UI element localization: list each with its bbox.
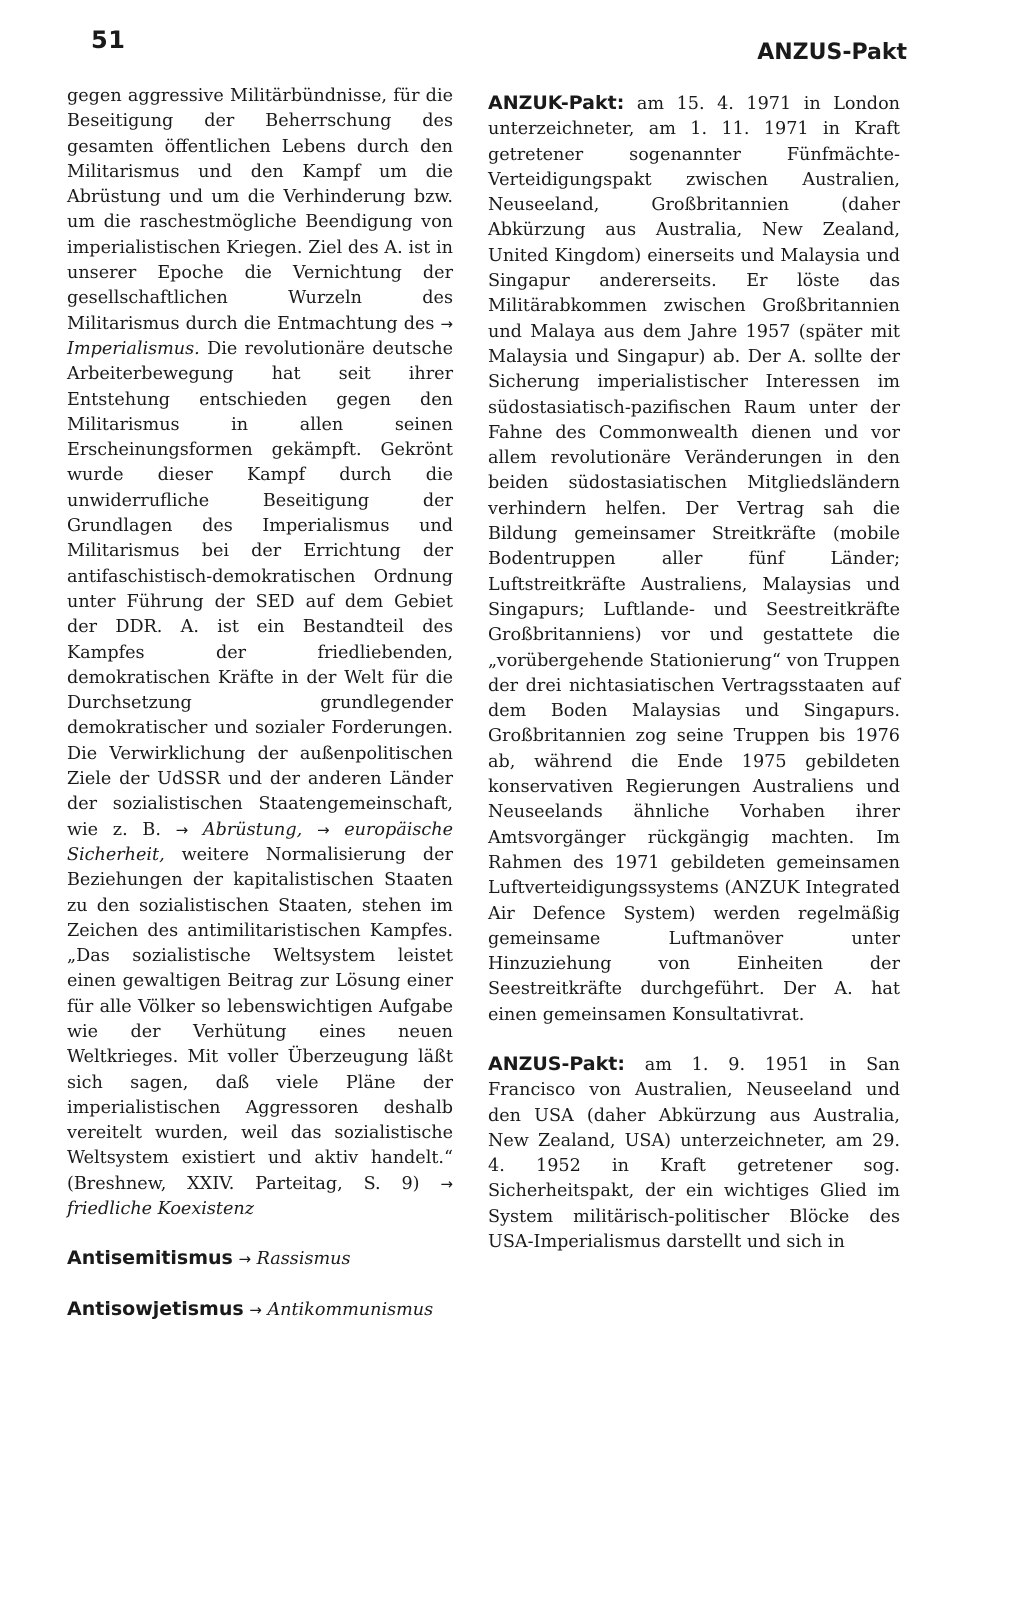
cross-reference-arrow-icon: →: [249, 1300, 262, 1319]
cross-reference-arrow-icon: →: [440, 1174, 453, 1193]
entry-lemma: ANZUS-Pakt:: [488, 1052, 625, 1075]
cross-reference[interactable]: europäische Sicherheit,: [67, 819, 454, 865]
body-text: am 15. 4. 1971 in London unterzeichneter, am 1. 11. 1971 in Kraft getretener sogenannter Fünfmächte-Verteidigungspakt zwischen Australien, Neuseeland, Großbritannien (daher Abkürzung aus Australia, New Zealand, United Kingdom) einerseits und Malaysia und Singapur andererseits. Er löste das Militärabkommen zwischen Großbritannien und Malaya aus dem Jahre 1957 (später mit Malaysia und Singapur) ab. Der A. sollte der Sicherung imperialistischer Interessen im südostasiatisch-pazifischen Raum unter der Fahne des Commonwealth dienen und vor allem revolutionäre Veränderungen in den beiden südostasiatischen Mitgliedsländern verhindern helfen. Der Vertrag sah die Bildung gemeinsamer Streitkräfte (mobile Bodentruppen aller fünf Länder; Luftstreitkräfte Australiens, Malaysias und Singapurs; Luftlande- und Seestreitkräfte Großbritanniens) vor und gestattete die „vorübergehende Stationierung“ von Truppen der drei nichtasiatischen Vertragsstaaten auf dem Boden Malaysias und Singapurs. Großbritannien zog seine Truppen bis 1976 ab, während die Ende 1975 gebildeten konservativen Regierungen Australiens und Neuseelands ähnliche Vorhaben ihrer Amtsvorgänger rückgängig machten. Im Rahmen des 1971 gebildeten gemeinsamen Luftverteidigungssystems (ANZUK Integrated Air Defence System) werden regelmäßig gemeinsame Luftmanöver unter Hinzuziehung von Einheiten der Seestreitkräfte durchgeführt. Der A. hat einen gemeinsamen Konsultativrat.: [488, 94, 900, 1025]
cross-reference[interactable]: friedliche Koexistenz: [67, 1199, 255, 1220]
entry-lemma: Antisemitismus: [67, 1247, 233, 1270]
body-text: Die revolutionäre deutsche Arbeiterbewegung hat seit ihrer Entstehung entschieden gegen den Militarismus in allen seinen Erscheinungsformen gekämpft. Gekrönt wurde dieser Kampf durch die unwiderrufliche Beseitigung der Grundlagen des Imperialismus und Militarismus bei der Errichtung der antifaschistisch-demokratischen Ordnung unter Führung der SED auf dem Gebiet der DDR. A. ist ein Bestandteil des Kampfes der friedliebenden, demokratischen Kräfte in der Welt für die Durchsetzung grundlegender demokratischer und sozialer Forderungen. Die Verwirklichung der außenpolitischen Ziele der UdSSR und der anderen Länder der sozialistischen Staatengemeinschaft, wie z. B.: [67, 338, 453, 840]
left-column: [67, 84, 453, 1323]
cross-reference[interactable]: Antikommunismus: [267, 1299, 434, 1320]
cross-reference[interactable]: Rassismus: [256, 1249, 351, 1270]
entry-continuation: [67, 84, 453, 1222]
page-number: 51: [91, 26, 126, 54]
running-head: ANZUS-Pakt: [757, 40, 907, 65]
right-column: [488, 91, 900, 1255]
cross-reference-arrow-icon: →: [316, 820, 330, 839]
entry-antisemitismus: [67, 1246, 453, 1272]
entry-anzuk-pakt: [488, 91, 900, 1028]
body-text: gegen aggressive Militärbündnisse, für die Beseitigung der Beherrschung des gesamten öffentlichen Lebens durch den Militarismus und den Kampf um die Abrüstung und um die Verhinderung bzw. um die raschestmögliche Beendigung von imperialistischen Kriegen. Ziel des A. ist in unserer Epoche die Vernichtung der gesellschaftlichen Wurzeln des Militarismus durch die Entmachtung des: [67, 86, 453, 334]
cross-reference-arrow-icon: →: [440, 314, 453, 333]
body-text: am 1. 9. 1951 in San Francisco von Australien, Neuseeland und den USA (daher Abkürzung aus Australia, New Zealand, USA) unterzeichneter, am 29. 4. 1952 in Kraft getretener sog. Sicherheitspakt, der ein wichtiges Glied im System militärisch-politischer Blöcke des USA-Imperialismus darstellt und sich in: [488, 1054, 900, 1253]
entry-lemma: Antisowjetismus: [67, 1297, 244, 1320]
entry-anzus-pakt: [488, 1052, 900, 1255]
entry-antisowjetismus: [67, 1297, 453, 1323]
cross-reference[interactable]: Imperialismus.: [67, 338, 200, 359]
entry-lemma: ANZUK-Pakt:: [488, 92, 625, 114]
body-text: weitere Normalisierung der Beziehungen der kapitalistischen Staaten zu den sozialistischen Staaten, stehen im Zeichen des antimilitaristischen Kampfes. „Das sozialistische Weltsystem leistet einen gewaltigen Beitrag zur Lösung einer für alle Völker so lebenswichtigen Aufgabe wie der Verhütung eines neuen Weltkrieges. Mit voller Überzeugung läßt sich sagen, daß viele Pläne der imperialistischen Aggressoren deshalb vereitelt wurden, weil das sozialistische Weltsystem existiert und aktiv handelt.“ (Breshnew, XXIV. Parteitag, S. 9): [67, 844, 453, 1194]
cross-reference-arrow-icon: →: [175, 820, 189, 839]
cross-reference-arrow-icon: →: [238, 1250, 252, 1269]
cross-reference[interactable]: Abrüstung,: [202, 819, 303, 840]
